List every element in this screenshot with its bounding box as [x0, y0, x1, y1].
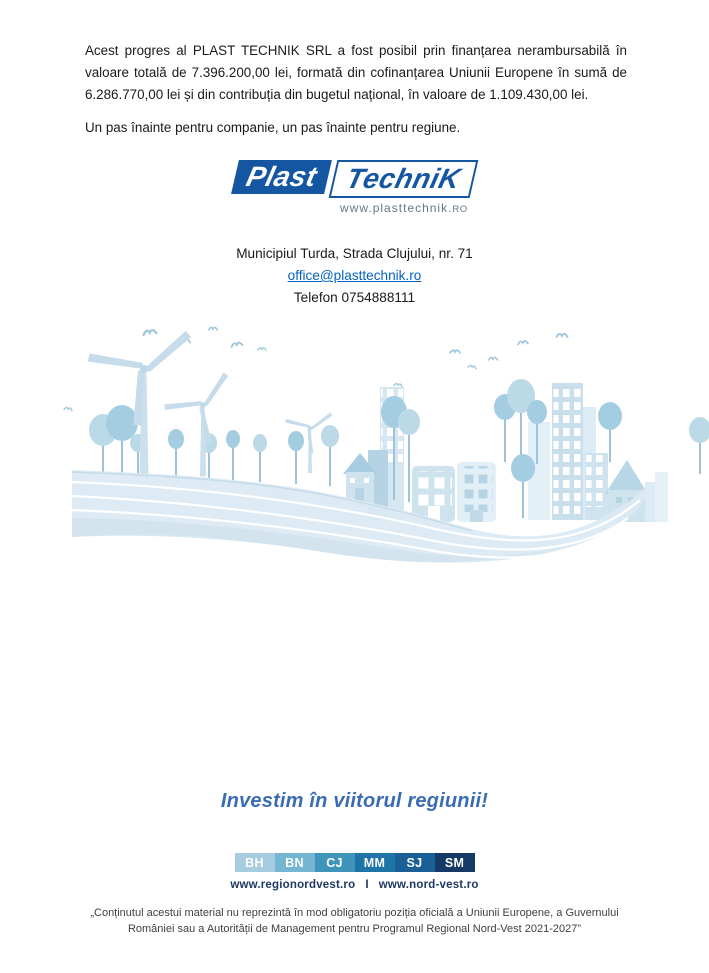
motto-paragraph: Un pas înainte pentru companie, un pas înainte pentru regiune.	[85, 120, 461, 135]
logo-technik-badge	[328, 160, 478, 198]
logo-word-plast: Plast	[243, 161, 321, 192]
company-address: Municipiul Turda, Strada Clujului, nr. 71	[236, 246, 473, 261]
region-badge-sj: SJ	[395, 853, 435, 872]
company-logo	[0, 160, 709, 217]
midrise-building-icon	[585, 453, 608, 520]
logo-website: www.plasttechnik.RO	[340, 201, 468, 215]
website-nordvest: www.nord-vest.ro	[378, 879, 479, 891]
websites-separator: I	[365, 879, 369, 891]
region-badge-cj: CJ	[315, 853, 355, 872]
phone-line: Telefon 0754888111	[293, 290, 416, 305]
region-badge-mm: MM	[355, 853, 395, 872]
eco-city-illustration	[0, 322, 709, 568]
legal-disclaimer	[0, 905, 709, 937]
region-strip	[0, 853, 709, 872]
disclaimer-text: „Conținutul acestui material nu reprezintă în mod obligatoriu poziția oficială a Uniunii Europene, a Guvernului României sau a Autorității de Management pentru Programul Regional Nord-Vest 2021-2027”	[90, 907, 619, 935]
apartment-building-icon	[457, 462, 496, 522]
agency-websites	[0, 879, 709, 891]
office-building-icon	[412, 466, 455, 522]
contact-block	[0, 243, 709, 309]
campaign-slogan: Investim în viitorul regiunii!	[220, 790, 489, 812]
logo-plast-badge	[231, 160, 332, 194]
wind-turbine-icon	[163, 372, 234, 477]
intro-text	[85, 40, 627, 139]
website-regionordvest: www.regionordvest.ro	[230, 879, 356, 891]
region-badge-sm: SM	[435, 853, 475, 872]
funding-paragraph: Acest progres al PLAST TECHNIK SRL a fost posibil prin finanțarea nerambursabilă în valoare totală de 7.396.200,00 lei, formată din cofinanțarea Uniunii Europene în sumă de 6.286.770,00 lei și din contribuția din bugetul național, în valoare de 1.109.430,00 lei.	[85, 43, 627, 102]
email-link[interactable]: office@plasttechnik.ro	[287, 268, 422, 283]
region-badge-bn: BN	[275, 853, 315, 872]
logo-word-technik: TechniK	[343, 163, 464, 194]
region-badge-bh: BH	[235, 853, 275, 872]
